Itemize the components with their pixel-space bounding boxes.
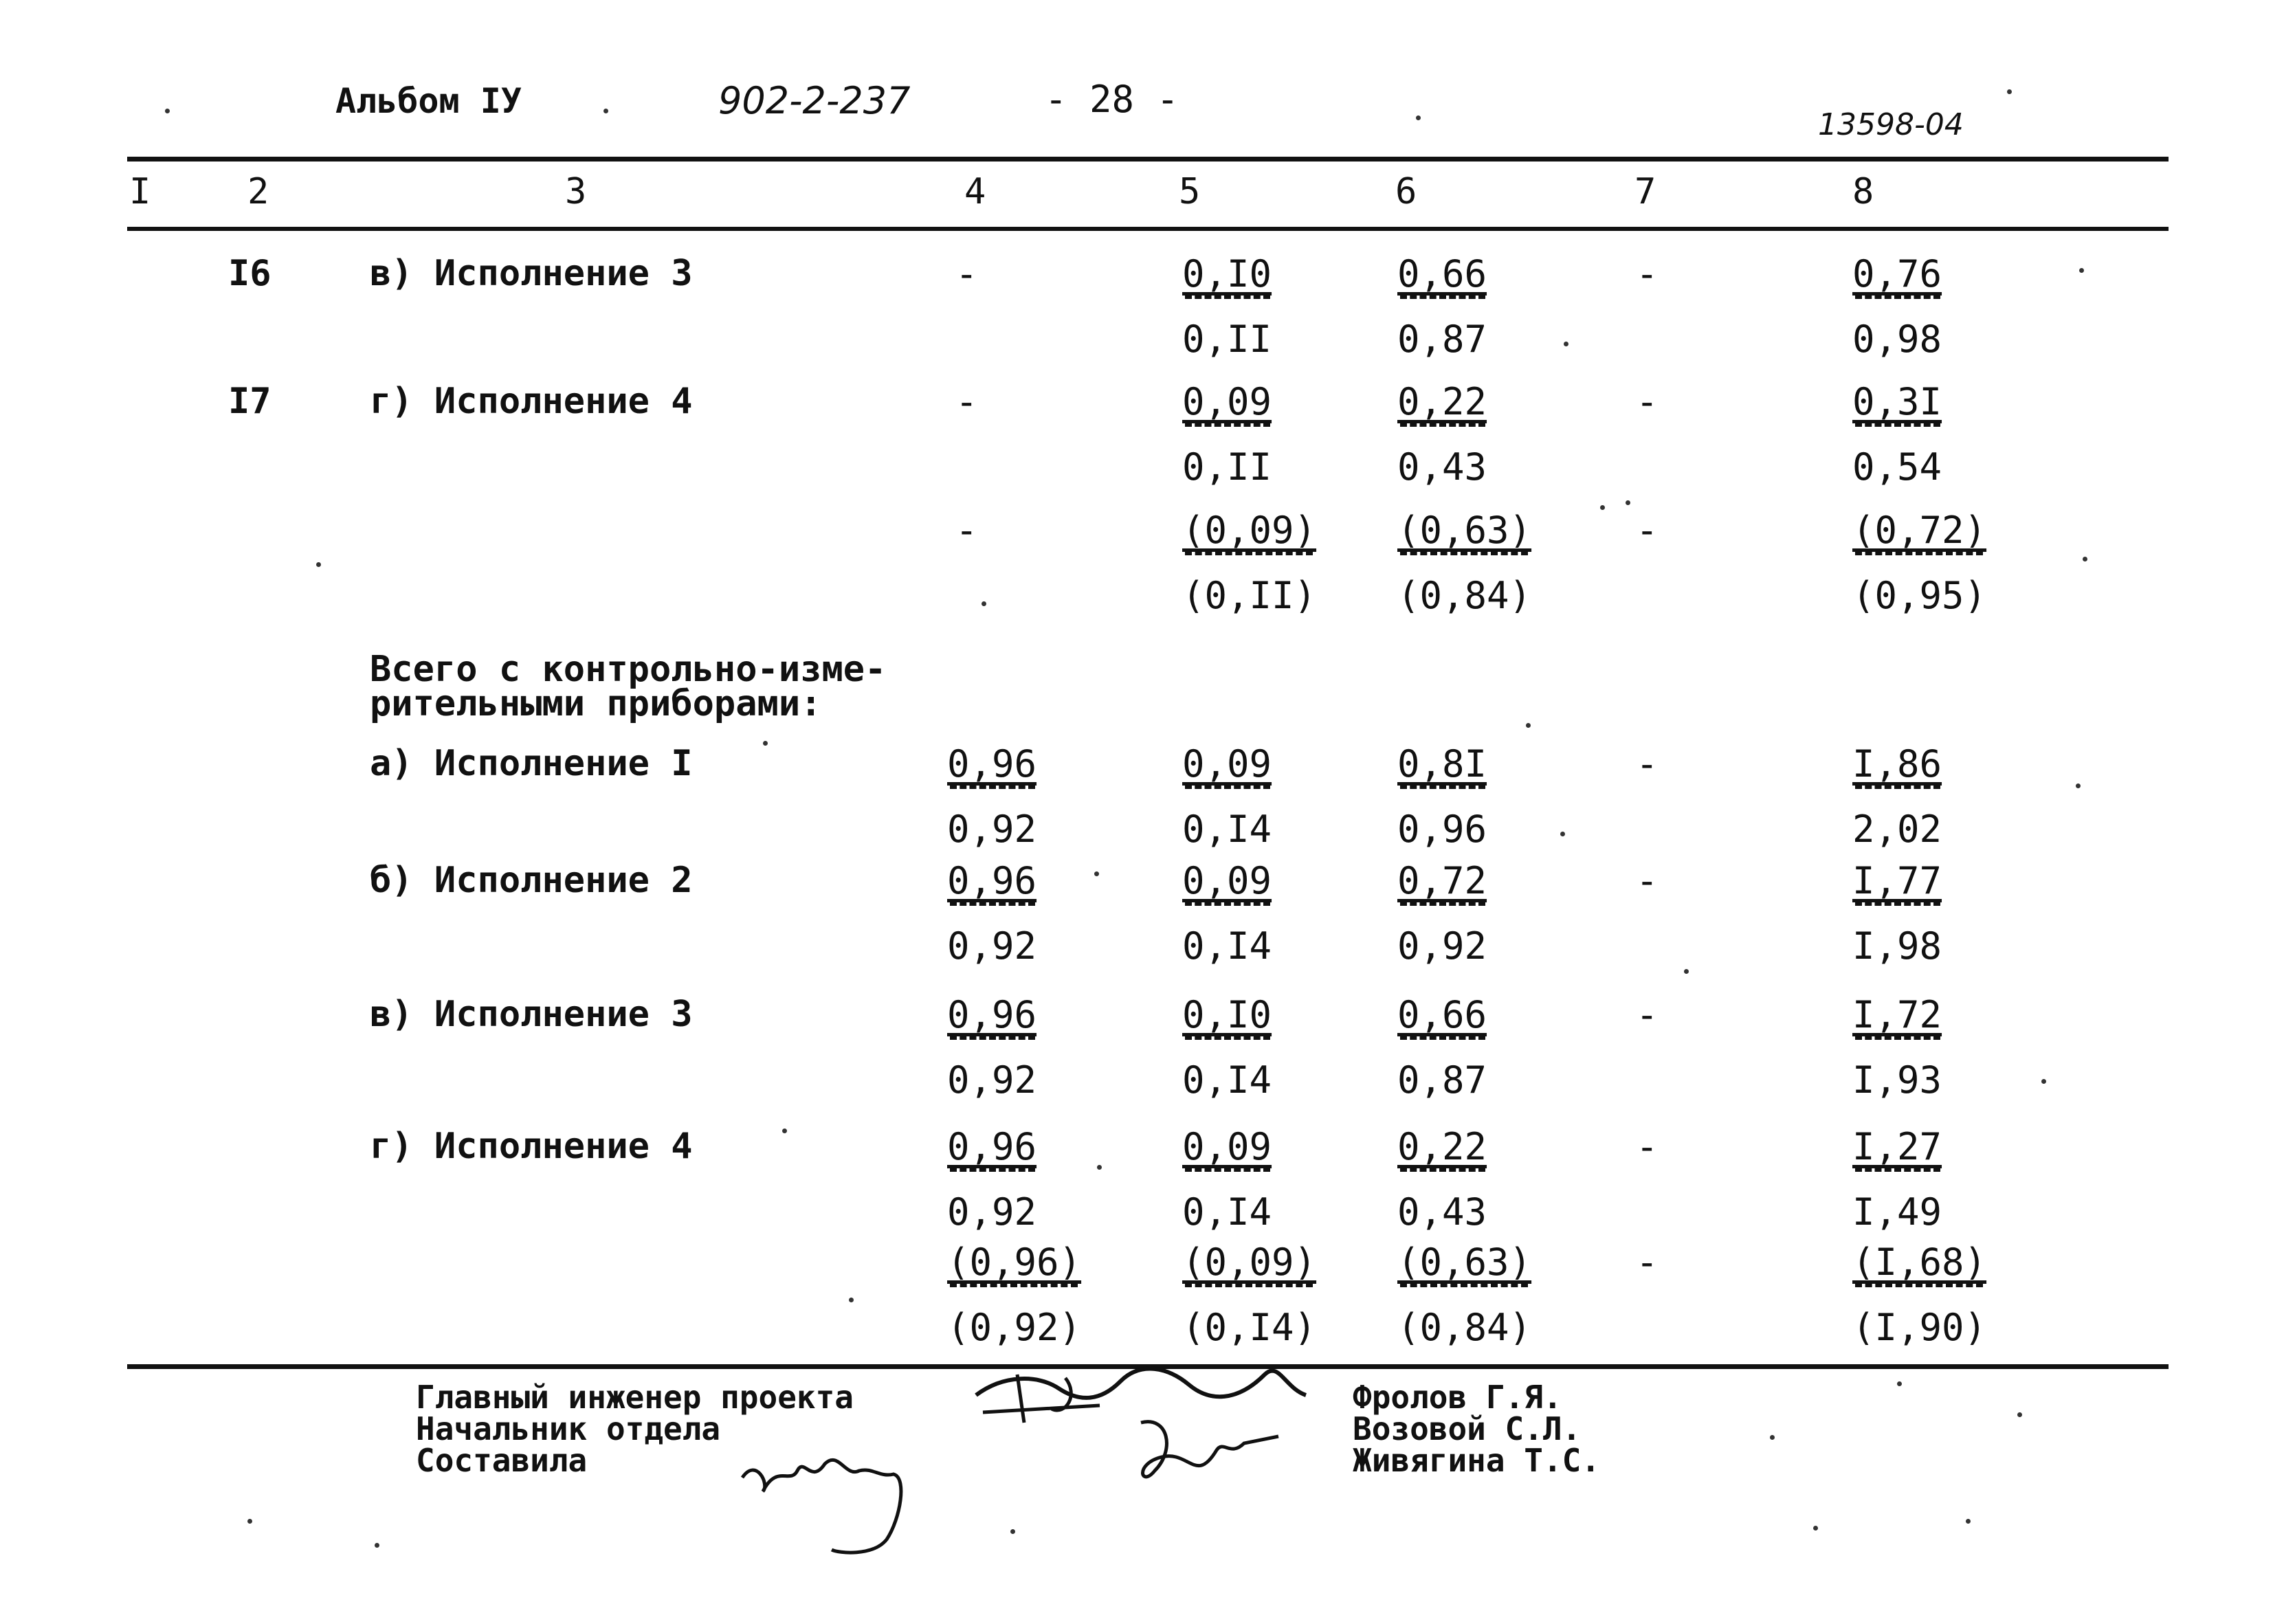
fraction-denominator: 0,I4 xyxy=(1182,1190,1272,1234)
row-label: в) Исполнение 3 xyxy=(370,994,693,1035)
role-chief-engineer: Главный инженер проекта xyxy=(416,1379,854,1416)
role-department-head: Начальник отдела xyxy=(416,1410,721,1447)
fraction-numerator: 0,96 xyxy=(947,993,1037,1036)
fraction-numerator: 0,96 xyxy=(947,742,1037,786)
fraction-denominator: 2,02 xyxy=(1852,808,1942,851)
fraction-denominator: 0,I4 xyxy=(1182,924,1272,968)
total-heading-line1: Всего с контрольно-изме- xyxy=(370,649,887,690)
fraction-numerator: 0,22 xyxy=(1397,380,1487,423)
fraction-numerator: I,72 xyxy=(1852,993,1942,1036)
fraction-numerator: I,27 xyxy=(1852,1125,1942,1168)
fraction-numerator: 0,22 xyxy=(1397,1125,1487,1168)
page-number: - 28 - xyxy=(1045,78,1179,121)
fraction-numerator: 0,96 xyxy=(947,1125,1037,1168)
name-zhivyagina: Живягина Т.С. xyxy=(1353,1442,1601,1479)
fraction-bar xyxy=(1855,296,1940,302)
fraction-denominator: (0,84) xyxy=(1397,1306,1532,1349)
fraction-denominator: 0,54 xyxy=(1852,445,1942,489)
fraction-numerator: (0,09) xyxy=(1182,509,1317,552)
fraction-denominator: 0,87 xyxy=(1397,318,1487,361)
row-number: I6 xyxy=(228,253,271,294)
fraction-numerator: 0,I0 xyxy=(1182,993,1272,1036)
fraction-numerator: I,86 xyxy=(1852,742,1942,786)
fraction-bar xyxy=(1400,1284,1528,1291)
fraction-numerator: I,77 xyxy=(1852,859,1942,902)
fraction-numerator: (0,72) xyxy=(1852,509,1987,552)
header-bottom-rule xyxy=(127,227,2169,231)
fraction-denominator: 0,I4 xyxy=(1182,808,1272,851)
col-header-5: 5 xyxy=(1179,171,1201,212)
fraction-denominator: 0,II xyxy=(1182,318,1272,361)
fraction-denominator: (0,84) xyxy=(1397,574,1532,617)
fraction-denominator: 0,92 xyxy=(947,1190,1037,1234)
name-vozovoy: Возовой С.Л. xyxy=(1353,1410,1582,1447)
fraction-denominator: 0,92 xyxy=(947,1058,1037,1102)
fraction-numerator: 0,09 xyxy=(1182,859,1272,902)
fraction-denominator: (0,92) xyxy=(947,1306,1082,1349)
fraction-denominator: 0,I4 xyxy=(1182,1058,1272,1102)
empty-dash: - xyxy=(1636,1241,1659,1284)
col-header-4: 4 xyxy=(964,171,986,212)
fraction-numerator: 0,66 xyxy=(1397,252,1487,296)
fraction-bar xyxy=(1855,786,1940,792)
col-header-6: 6 xyxy=(1395,171,1417,212)
fraction-numerator: (I,68) xyxy=(1852,1241,1987,1284)
fraction-bar xyxy=(1400,902,1485,909)
fraction-denominator: I,93 xyxy=(1852,1058,1942,1102)
fraction-denominator: (0,I4) xyxy=(1182,1306,1317,1349)
fraction-numerator: 0,96 xyxy=(947,859,1037,902)
row-number: I7 xyxy=(228,381,271,422)
signature-compiler xyxy=(729,1436,935,1560)
fraction-bar xyxy=(1855,1168,1940,1175)
fraction-denominator: 0,43 xyxy=(1397,445,1487,489)
fraction-denominator: 0,87 xyxy=(1397,1058,1487,1102)
document-code: 902-2-237 xyxy=(718,79,911,122)
fraction-numerator: 0,72 xyxy=(1397,859,1487,902)
fraction-bar xyxy=(1855,1036,1940,1043)
empty-dash: - xyxy=(1636,509,1659,552)
fraction-numerator: 0,3I xyxy=(1852,380,1942,423)
fraction-denominator: 0,92 xyxy=(1397,924,1487,968)
row-label: б) Исполнение 2 xyxy=(370,860,693,901)
empty-dash: - xyxy=(1636,380,1659,423)
album-label: Альбом IУ xyxy=(335,81,522,121)
fraction-numerator: (0,63) xyxy=(1397,1241,1532,1284)
fraction-bar xyxy=(950,1168,1035,1175)
fraction-bar xyxy=(1400,786,1485,792)
top-rule xyxy=(127,157,2169,162)
col-header-1: I xyxy=(129,171,151,212)
fraction-denominator: I,49 xyxy=(1852,1190,1942,1234)
total-heading-line2: рительными приборами: xyxy=(370,683,822,724)
fraction-denominator: (0,II) xyxy=(1182,574,1317,617)
fraction-bar xyxy=(1185,423,1270,430)
fraction-numerator: 0,8I xyxy=(1397,742,1487,786)
fraction-bar xyxy=(950,902,1035,909)
fraction-bar xyxy=(1185,1168,1270,1175)
inventory-number: 13598-04 xyxy=(1818,107,1964,142)
fraction-denominator: I,98 xyxy=(1852,924,1942,968)
fraction-denominator: 0,98 xyxy=(1852,318,1942,361)
fraction-bar xyxy=(1185,1284,1313,1291)
fraction-numerator: 0,09 xyxy=(1182,380,1272,423)
fraction-denominator: 0,II xyxy=(1182,445,1272,489)
empty-dash: - xyxy=(1636,252,1659,296)
fraction-numerator: (0,63) xyxy=(1397,509,1532,552)
fraction-bar xyxy=(1400,1036,1485,1043)
fraction-bar xyxy=(1185,1036,1270,1043)
fraction-bar xyxy=(1185,296,1270,302)
fraction-bar xyxy=(1400,423,1485,430)
fraction-bar xyxy=(950,786,1035,792)
fraction-bar xyxy=(1855,423,1940,430)
fraction-numerator: (0,96) xyxy=(947,1241,1082,1284)
col-header-8: 8 xyxy=(1852,171,1874,212)
empty-dash: - xyxy=(1636,859,1659,902)
fraction-numerator: (0,09) xyxy=(1182,1241,1317,1284)
fraction-bar xyxy=(1185,552,1313,559)
col-header-3: 3 xyxy=(565,171,587,212)
fraction-bar xyxy=(950,1036,1035,1043)
row-label: а) Исполнение I xyxy=(370,743,693,784)
row-label: г) Исполнение 4 xyxy=(370,1126,693,1167)
empty-dash: - xyxy=(955,509,978,552)
col-header-7: 7 xyxy=(1634,171,1656,212)
fraction-bar xyxy=(1400,552,1528,559)
role-compiled-by: Составила xyxy=(416,1442,588,1479)
fraction-bar xyxy=(1855,552,1983,559)
fraction-bar xyxy=(1855,1284,1983,1291)
fraction-bar xyxy=(1185,786,1270,792)
signature-department-head xyxy=(1113,1409,1292,1498)
empty-dash: - xyxy=(955,380,978,423)
row-label: в) Исполнение 3 xyxy=(370,253,693,294)
fraction-denominator: 0,43 xyxy=(1397,1190,1487,1234)
empty-dash: - xyxy=(1636,742,1659,786)
fraction-bar xyxy=(1185,902,1270,909)
fraction-bar xyxy=(1855,902,1940,909)
fraction-denominator: 0,96 xyxy=(1397,808,1487,851)
fraction-numerator: 0,76 xyxy=(1852,252,1942,296)
fraction-bar xyxy=(1400,296,1485,302)
fraction-bar xyxy=(950,1284,1078,1291)
fraction-denominator: 0,92 xyxy=(947,808,1037,851)
fraction-denominator: (0,95) xyxy=(1852,574,1987,617)
fraction-numerator: 0,09 xyxy=(1182,1125,1272,1168)
empty-dash: - xyxy=(1636,1125,1659,1168)
col-header-2: 2 xyxy=(247,171,269,212)
empty-dash: - xyxy=(1636,993,1659,1036)
row-label: г) Исполнение 4 xyxy=(370,381,693,422)
fraction-bar xyxy=(1400,1168,1485,1175)
fraction-numerator: 0,66 xyxy=(1397,993,1487,1036)
fraction-denominator: (I,90) xyxy=(1852,1306,1987,1349)
fraction-denominator: 0,92 xyxy=(947,924,1037,968)
fraction-numerator: 0,I0 xyxy=(1182,252,1272,296)
name-frolov: Фролов Г.Я. xyxy=(1353,1379,1562,1416)
fraction-numerator: 0,09 xyxy=(1182,742,1272,786)
empty-dash: - xyxy=(955,252,978,296)
